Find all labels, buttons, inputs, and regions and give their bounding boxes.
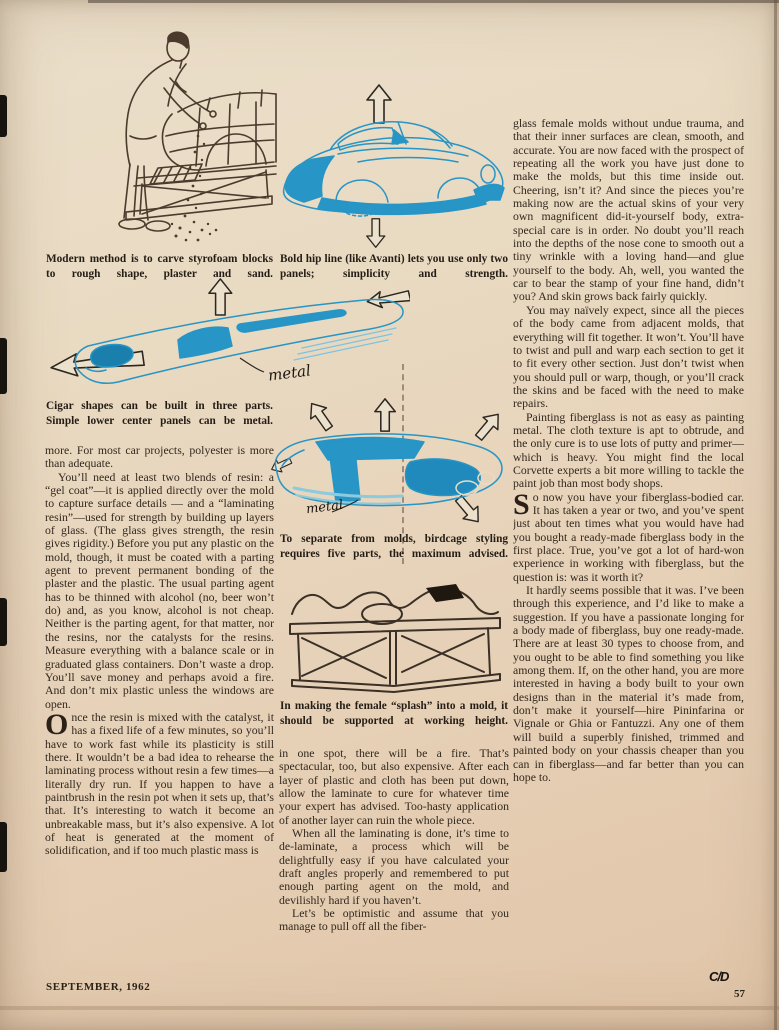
- paragraph: more. For most car projects, polyester is more than adequate.: [45, 444, 274, 471]
- brand-logo: C/D: [709, 969, 729, 984]
- drop-cap-paragraph: [45, 707, 274, 858]
- arrow-up-right-icon: [471, 408, 505, 444]
- caption-splash: In making the female “splash” into a mold, it should be supported at working height.: [280, 700, 508, 727]
- arrow-up-left-icon: [304, 398, 337, 434]
- scan-edge-right: [774, 0, 777, 1030]
- paragraph-text: nce the resin is mixed with the catalyst, it has a fixed life of a few minutes, so you’ll have to work fast while its plasticity is still there. It wouldn’t be a bad idea to rehearse the laminating process without resin a few times—a literally dry run. If you happen to have a paintbrush in the resin pot when it sets up, that’s that. It’s interesting to watch it become an unbreakable mass, but it’s also expensive. A lot of heat is generated at the moment of solidification, and if too much plastic mass is: [45, 709, 274, 858]
- birdcage-line-art: [262, 396, 512, 530]
- splash-mold-stand-illustration: [278, 562, 510, 696]
- caption-cigar: Cigar shapes can be built in three parts. Simple lower center panels can be metal.: [46, 400, 273, 427]
- left-column: [45, 444, 274, 988]
- footer-date: SEPTEMBER, 1962: [46, 981, 151, 993]
- paragraph: Painting fiberglass is not as easy as painting metal. The cloth texture is apt to obtrude, and the only cure is to use lots of putty and primer—which is heavy. You might find the local Corvette experts a bit more willing to tackle the paint job than most body shops.: [513, 409, 744, 491]
- paragraph-text: o now you have your fiberglass-bodied car. It has taken a year or two, and you’ve spent just about ten times what you would have had you bought a ready-made fiberglass body in the first place. True, you’ve got a lot of hard-won experience in working with fiberglass, but the question is: was it worth it?: [513, 489, 744, 584]
- scan-artifact: [0, 95, 7, 137]
- cigar-shape-illustration: [40, 276, 410, 398]
- paragraph: Let’s be optimistic and assume that you manage to pull off all the fiber-: [279, 906, 509, 934]
- paragraph: You may naïvely expect, since all the pieces of the body came from adjacent molds, that everything will fit together. It won’t. You’ll have to twist and pull and warp each section to get it to fit every other section. Just don’t twist when you should pull or warp, though, or you’ll crack the skins and be faced with the need to make repairs.: [513, 302, 744, 411]
- drop-cap: S: [513, 487, 530, 521]
- arrow-down-right-icon: [451, 492, 485, 528]
- caption-birdcage: To separate from molds, birdcage styling requires five parts, the maximum advised.: [280, 533, 508, 560]
- scan-artifact: [0, 598, 7, 646]
- arrow-down-icon: [367, 219, 385, 248]
- carving-line-art: [30, 18, 280, 246]
- middle-column: [279, 747, 509, 1015]
- styrofoam-carving-illustration: [30, 18, 280, 246]
- coupe-two-panel-illustration: [278, 70, 510, 248]
- scan-edge-top: [88, 0, 779, 3]
- metal-annotation: metal: [267, 361, 312, 385]
- coupe-line-art: [278, 70, 510, 248]
- paragraph: glass female molds without undue trauma, and that their inner surfaces are clean, smooth, and accurate. You are now faced with the prospect of repeating all the work you have just done to make the molds, but this time inside out. Cheering, isn’t it? And since the pieces you’re making now are the actual skins of your very own magnificent did-it-yourself body, extra-special care is in order. No doubt you’ll reach into the depths of the nose cone to smooth out a tiny wrinkle with a loving hand—and glue yourself to the body. Ah, well, you wanted the car to bear the stamp of your fine hand, didn’t you? And skin grows back fairly quickly.: [513, 117, 744, 304]
- paragraph: When all the laminating is done, it’s time to de-laminate, a process which will be delightfully easy if you have calculated your draft angles properly and remembered to put enough parting agent on the mold, and devilishly hard if you haven’t.: [279, 826, 509, 907]
- right-column: [513, 117, 744, 991]
- paragraph: It hardly seems possible that it was. I’ve been through this experience, and I’d like to make a suggestion. If you have a passionate longing for a body made of fiberglass, buy one ready-made. There are at least 30 types to choose from, and you ought to be able to find something you like among them. If, on the other hand, you are more interested in having a body built to your own designs than in the material it’s made from, don’t make it yourself—hire Pininfarina or Vignale or Ghia or Fantuzzi. Any one of them will build a superbly finished, trimmed and painted body on your chassis cheaper than you can in fiberglass—and far better than you can hope to.: [513, 583, 744, 784]
- paragraph: You’ll need at least two blends of resin: a “gel coat”—it is applied directly over the mold to capture surface details — and a “laminating resin”—used for strength by building up layers of glass. (The glass gives strength, the resin gives rigidity.) Before you put any plastic on the mold, though, it must be coated with a parting agent to prevent permanent bonding of the plaster and the plastic. The usual parting agent has to be thinned with alcohol (no, beer won’t do) and, as you know, alcohol is not cheap. Neither is the parting agent, for that matter, nor the resins, nor the catalysts for the resins. Measure everything with a balance scale or in graduated glass containers. Don’t waste a drop. You’ll save money and perhaps avoid a fire. And don’t mix plastic unless the windows are open.: [45, 469, 274, 711]
- caption-carving: Modern method is to carve styrofoam blocks to rough shape, plaster and sand.: [46, 253, 273, 280]
- scan-artifact: [0, 338, 7, 394]
- metal-annotation: metal: [305, 497, 344, 518]
- caption-hipline: Bold hip line (like Avanti) lets you use only two panels; simplicity and strength.: [280, 253, 508, 280]
- mold-stand-line-art: [278, 562, 510, 696]
- arrow-left-icon: [366, 288, 410, 310]
- paragraph: in one spot, there will be a fire. That’s spectacular, too, but also expensive. After each layer of plastic and cloth has been put down, allow the laminate to cure for whatever time your expert has advised. Too-hasty application of another layer can ruin the whole piece.: [279, 747, 509, 827]
- birdcage-styling-illustration: [262, 396, 512, 530]
- arrow-up-icon: [367, 85, 391, 123]
- page-number: 57: [734, 988, 745, 1000]
- arrow-up-icon: [375, 399, 395, 431]
- drop-cap: O: [45, 707, 69, 741]
- cigar-line-art: [40, 276, 410, 398]
- arrow-up-icon: [209, 279, 232, 315]
- scan-artifact: [0, 822, 7, 872]
- drop-cap-paragraph: [513, 487, 744, 584]
